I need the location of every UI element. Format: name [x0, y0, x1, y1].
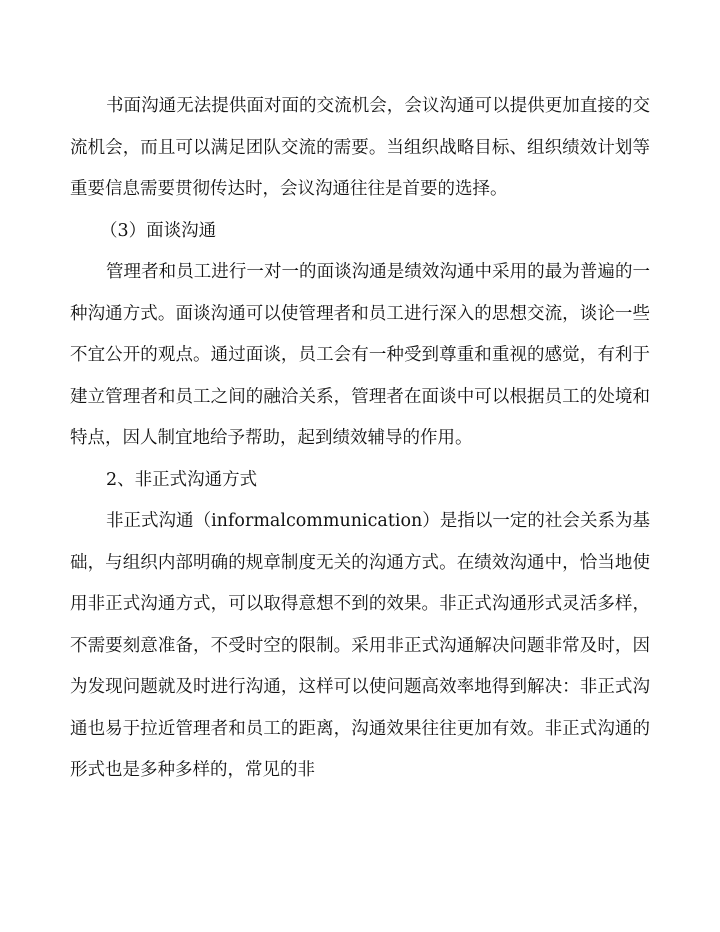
paragraph-informal-communication: 非正式沟通（informalcommunication）是指以一定的社会关系为基础，与组织内部明确的规章制度无关的沟通方式。在绩效沟通中，恰当地使用非正式沟通方式，可以取得意想不到的效果。非正式沟通形式灵活多样，不需要刻意准备，不受时空的限制。采用非正式沟通解决问题非常及时，因为发现问题就及时进行沟通，这样可以使问题高效率地得到解决：非正式沟通也易于拉近管理者和员工的距离，沟通效果往往更加有效。非正式沟通的形式也是多种多样的，常见的非 — [70, 511, 650, 780]
paragraph-meeting-communication: 书面沟通无法提供面对面的交流机会，会议沟通可以提供更加直接的交流机会，而且可以满足团队交流的需要。当组织战略目标、组织绩效计划等重要信息需要贯彻传达时，会议沟通往往是首要的选择。 — [70, 96, 650, 199]
subheading-interview-communication: （3）面谈沟通 — [100, 220, 217, 241]
document-page — [70, 86, 650, 792]
heading-informal-communication: 2、非正式沟通方式 — [106, 469, 258, 490]
paragraph-interview-communication: 管理者和员工进行一对一的面谈沟通是绩效沟通中采用的最为普遍的一种沟通方式。面谈沟通可以使管理者和员工进行深入的思想交流，谈论一些不宜公开的观点。通过面谈，员工会有一种受到尊重和重视的感觉，有利于建立管理者和员工之间的融洽关系，管理者在面谈中可以根据员工的处境和特点，因人制宜地给予帮助，起到绩效辅导的作用。 — [70, 262, 650, 448]
